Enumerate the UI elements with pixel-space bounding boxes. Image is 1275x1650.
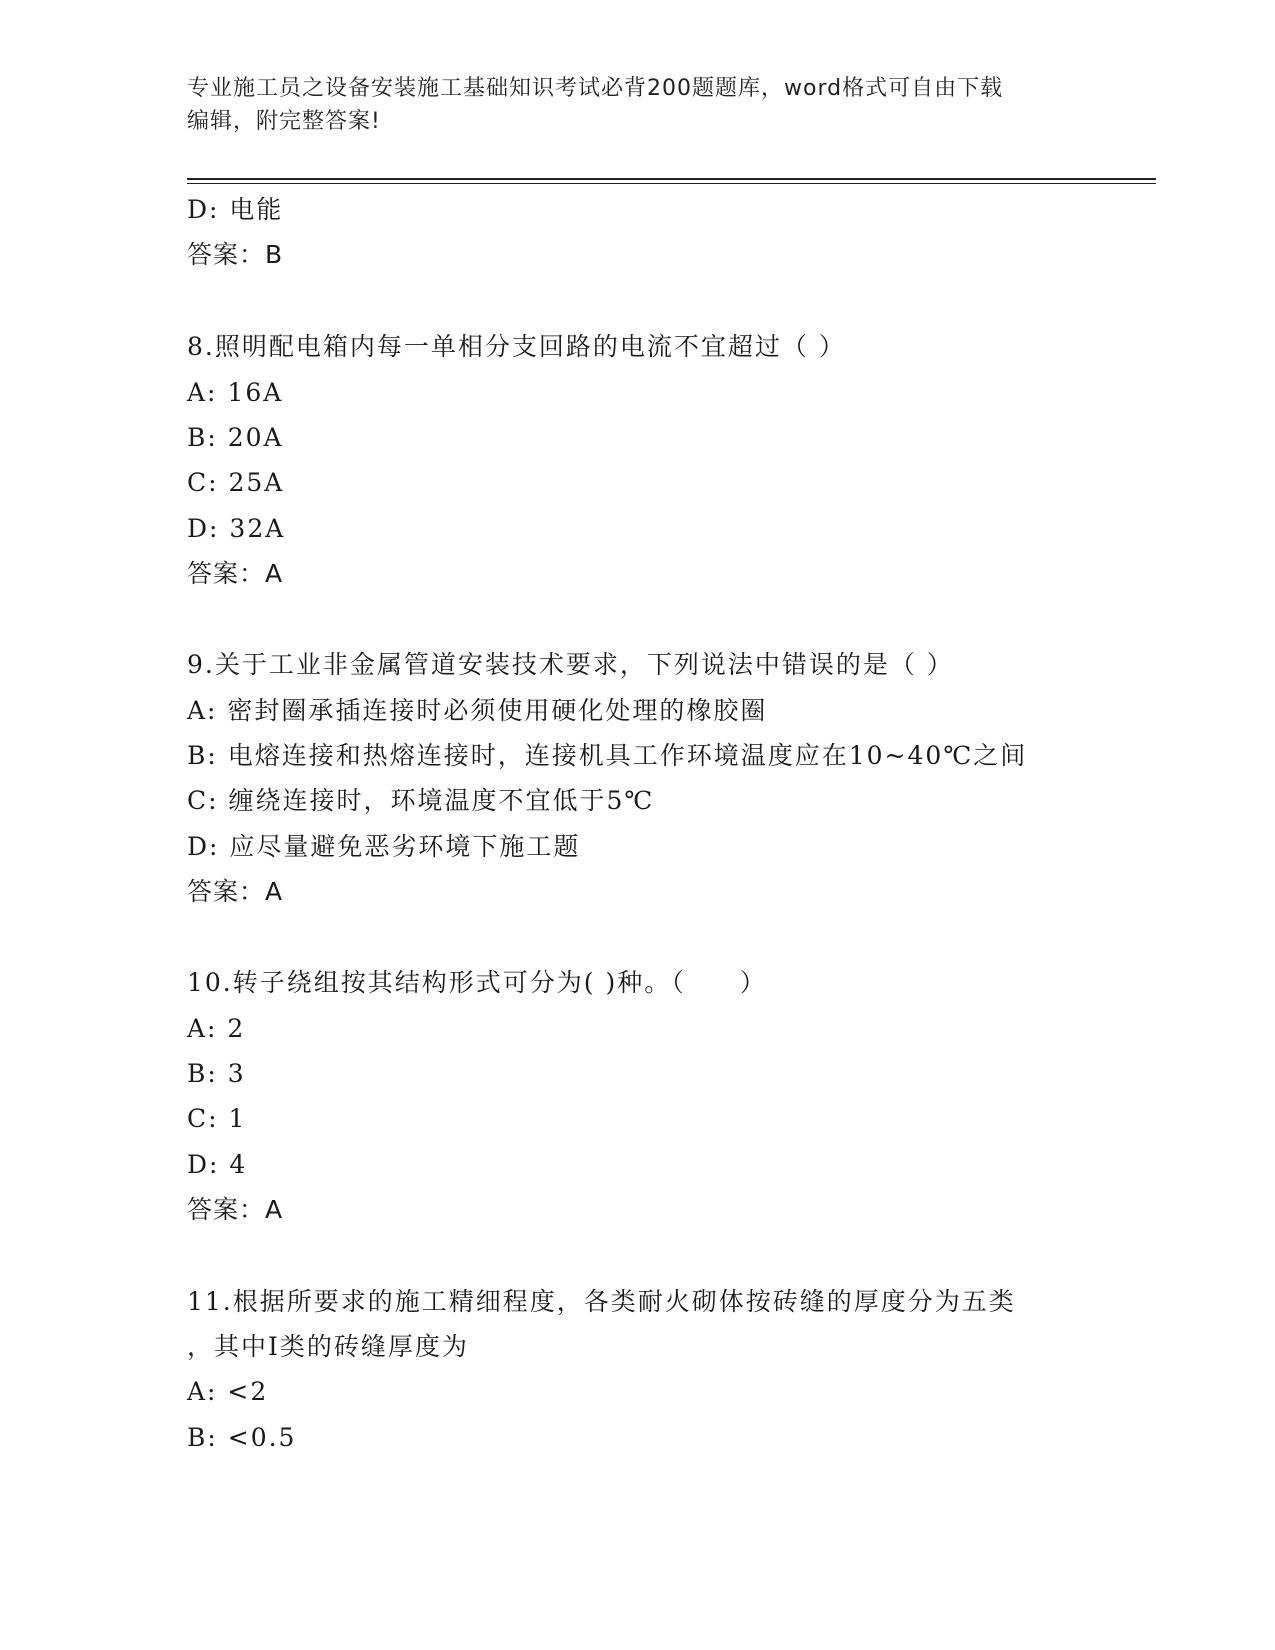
option-line: A: 2	[187, 1014, 246, 1043]
header-divider-thick	[187, 178, 1156, 180]
option-line: D: 应尽量避免恶劣环境下施工题	[187, 832, 581, 861]
option-line: D: 32A	[187, 514, 286, 543]
option-line: B: 3	[187, 1059, 246, 1088]
question-title: 9.关于工业非金属管道安装技术要求，下列说法中错误的是（ ）	[187, 650, 954, 679]
question-title: ，其中Ⅰ类的砖缝厚度为	[187, 1332, 469, 1361]
answer-line: 答案：A	[187, 559, 284, 588]
header-line-2: 编辑，附完整答案!	[187, 109, 381, 134]
option-line: D: 电能	[187, 195, 284, 224]
option-line: B: 电熔连接和热熔连接时，连接机具工作环境温度应在10~40℃之间	[187, 741, 1028, 770]
answer-line: 答案：A	[187, 877, 284, 906]
option-line: B: <0.5	[187, 1423, 297, 1452]
option-line: D: 4	[187, 1150, 248, 1179]
question-title: 11.根据所要求的施工精细程度，各类耐火砌体按砖缝的厚度分为五类	[187, 1287, 1016, 1316]
option-line: A: <2	[187, 1377, 269, 1406]
option-line: B: 20A	[187, 423, 284, 452]
header-line-1: 专业施工员之设备安装施工基础知识考试必背200题题库，word格式可自由下载	[187, 76, 1004, 101]
option-line: C: 缠绕连接时，环境温度不宜低于5℃	[187, 786, 655, 815]
question-title: 8.照明配电箱内每一单相分支回路的电流不宜超过（ ）	[187, 332, 846, 361]
document-header	[187, 72, 1087, 138]
answer-line: 答案：A	[187, 1195, 284, 1224]
header-divider-thin	[187, 183, 1156, 184]
option-line: C: 1	[187, 1104, 247, 1133]
question-title: 10.转子绕组按其结构形式可分为( )种。（ ）	[187, 968, 767, 997]
option-line: A: 密封圈承插连接时必须使用硬化处理的橡胶圈	[187, 696, 768, 725]
option-line: C: 25A	[187, 468, 285, 497]
answer-line: 答案：B	[187, 240, 284, 269]
option-line: A: 16A	[187, 378, 284, 407]
